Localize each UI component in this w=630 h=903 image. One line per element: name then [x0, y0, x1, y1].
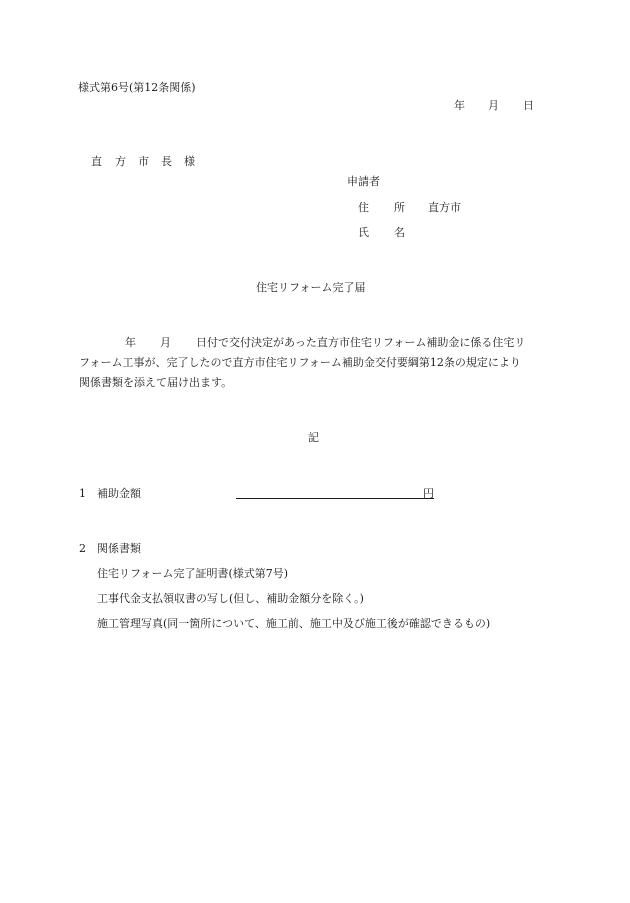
form-number: 様式第6号(第12条関係): [78, 81, 196, 94]
item-2-label: 関係書類: [97, 542, 141, 555]
body-line-3: 関係書類を添えて届け出ます。: [79, 376, 233, 389]
body-line-2: フォーム工事が、完了したので直方市住宅リフォーム補助金交付要綱第12条の規定により: [79, 356, 521, 369]
name-label-char: 氏: [358, 226, 369, 239]
document-item: 工事代金支払領収書の写し(但し、補助金額分を除く。): [97, 592, 364, 605]
body-year: 年: [125, 336, 136, 349]
addressee-char: 方: [115, 155, 126, 168]
item-1-label: 補助金額: [97, 487, 141, 500]
address-label-char: 所: [394, 201, 405, 214]
date-year: 年: [454, 99, 465, 112]
address-label-char: 住: [358, 201, 369, 214]
item-1-number: 1: [79, 487, 86, 500]
item-2-number: 2: [79, 542, 86, 555]
document-item: 施工管理写真(同一箇所について、施工前、施工中及び施工後が確認できるもの): [97, 617, 491, 630]
body-month: 月: [160, 336, 171, 349]
amount-blank-line: [236, 498, 434, 499]
body-line-1: 日付で交付決定があった直方市住宅リフォーム補助金に係る住宅リ: [196, 336, 526, 349]
date-day: 日: [523, 99, 534, 112]
date-month: 月: [488, 99, 499, 112]
ki-heading: 記: [308, 431, 319, 444]
address-value: 直方市: [428, 201, 461, 214]
name-label-char: 名: [394, 226, 405, 239]
document-item: 住宅リフォーム完了証明書(様式第7号): [97, 567, 289, 580]
addressee-honorific: 様: [184, 155, 195, 168]
addressee-char: 市: [138, 155, 149, 168]
amount-unit: 円: [423, 487, 434, 500]
addressee-char: 長: [161, 155, 172, 168]
applicant-label: 申請者: [347, 175, 380, 188]
document-title: 住宅リフォーム完了届: [256, 281, 366, 294]
addressee-char: 直: [91, 155, 102, 168]
